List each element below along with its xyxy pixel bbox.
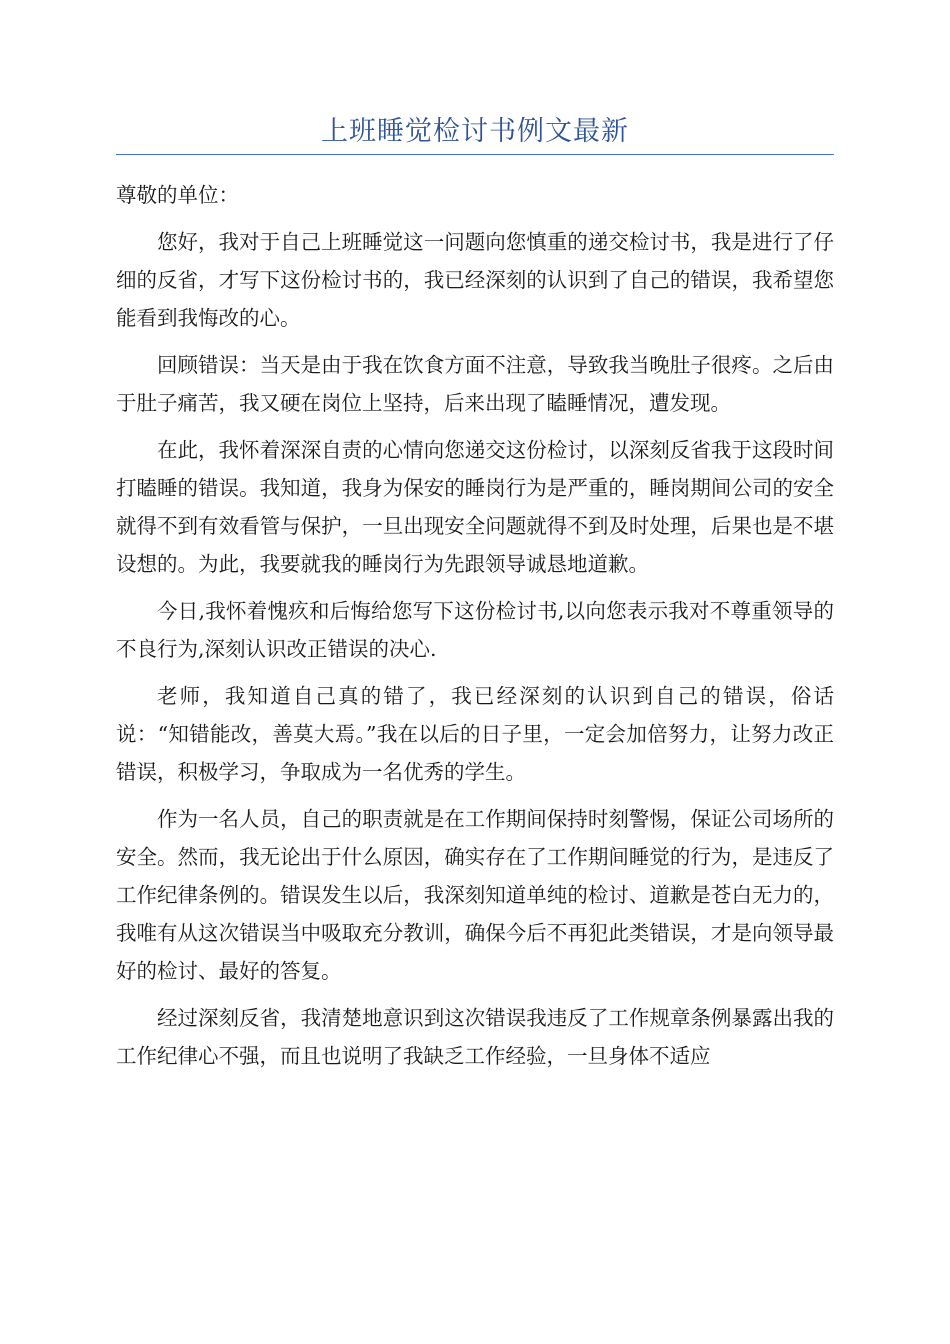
paragraph-2: 回顾错误：当天是由于我在饮食方面不注意，导致我当晚肚子很疼。之后由于肚子痛苦，我又硬在岗位上坚持，后来出现了瞌睡情况，遭发现。 xyxy=(116,353,834,415)
document-body xyxy=(116,176,834,1084)
paragraph-7: 经过深刻反省，我清楚地意识到这次错误我违反了工作规章条例暴露出我的工作纪律心不强，而且也说明了我缺乏工作经验，一旦身体不适应 xyxy=(116,1006,834,1068)
paragraph-4: 今日,我怀着愧疚和后悔给您写下这份检讨书,以向您表示我对不尊重领导的不良行为,深刻认识改正错误的决心. xyxy=(116,599,834,661)
document-title: 上班睡觉检讨书例文最新 xyxy=(321,116,629,147)
title-underline xyxy=(116,154,834,155)
paragraph-5: 老师，我知道自己真的错了，我已经深刻的认识到自己的错误，俗话说：“知错能改，善莫大焉。”我在以后的日子里，一定会加倍努力，让努力改正错误，积极学习，争取成为一名优秀的学生。 xyxy=(116,684,834,784)
salutation: 尊敬的单位： xyxy=(116,183,239,207)
paragraph-3: 在此，我怀着深深自责的心情向您递交这份检讨，以深刻反省我于这段时间打瞌睡的错误。我知道，我身为保安的睡岗行为是严重的，睡岗期间公司的安全就得不到有效看管与保护，一旦出现安全问题就得不到及时处理，后果也是不堪设想的。为此，我要就我的睡岗行为先跟领导诚恳地道歉。 xyxy=(116,438,834,576)
paragraph-1: 您好，我对于自己上班睡觉这一问题向您慎重的递交检讨书，我是进行了仔细的反省，才写下这份检讨书的，我已经深刻的认识到了自己的错误，我希望您能看到我悔改的心。 xyxy=(116,230,834,330)
paragraph-6: 作为一名人员，自己的职责就是在工作期间保持时刻警惕，保证公司场所的安全。然而，我无论出于什么原因，确实存在了工作期间睡觉的行为，是违反了工作纪律条例的。错误发生以后，我深刻知道单纯的检讨、道歉是苍白无力的，我唯有从这次错误当中吸取充分教训，确保今后不再犯此类错误，才是向领导最好的检讨、最好的答复。 xyxy=(116,807,834,983)
